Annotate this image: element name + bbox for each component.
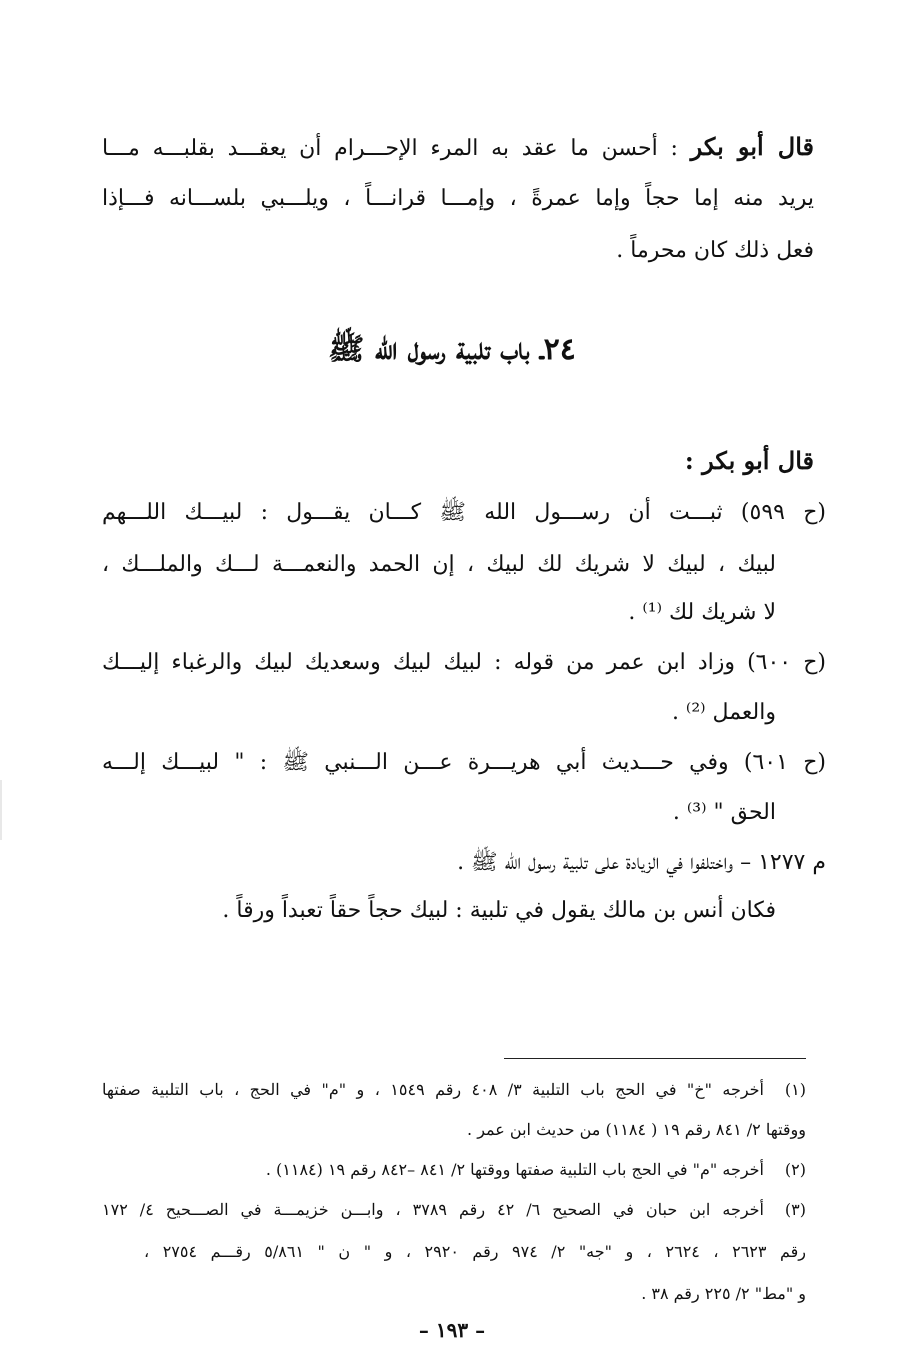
- intro-line-2: يريد منه إما حجاً وإما عمرةً ، وإمـــا قرانـــاً ، ويلـــبي بلســـانه فـــإذا: [102, 186, 814, 211]
- intro-line-1: [102, 132, 814, 164]
- footnote-3-text-1: أخرجه ابن حبان في الصحيح ٦/ ٤٢ رقم ٣٧٨٩ ، وابـــن خزيمـــة في الصـــحيح ٤/ ١٧٢: [102, 1200, 764, 1219]
- speaker-name: قال أبو بكر: [690, 132, 814, 161]
- hadith-599-line-1: (ح ٥٩٩) ثبـــت أن رســـول الله ﷺ كـــان يقـــول : لبيـــك اللـــهم: [102, 500, 827, 525]
- hadith-601-line-2: الحق " ⁽³⁾ .: [672, 800, 776, 825]
- scan-edge-mark: [0, 780, 2, 840]
- footnote-separator: [504, 1058, 806, 1059]
- footnote-3-line-3: [144, 1282, 806, 1306]
- footnote-1-text-1: أخرجه "خ" في الحج باب التلبية ٣/ ٤٠٨ رقم ١٥٤٩ ، و "م" في الحج ، باب التلبية صفتها: [102, 1080, 765, 1099]
- hadith-599-line-3: لا شريك لك ⁽¹⁾ .: [628, 600, 776, 625]
- chapter-heading: ٢٤ـ باب تلبية رسول الله ﷺ: [328, 332, 576, 367]
- section-speaker: قال أبو بكر :: [684, 446, 814, 475]
- footnote-2-text-1: أخرجه "م" في الحج باب التلبية صفتها ووقتها ٢/ ٨٤١ –٨٤٢ رقم ١٩ (١١٨٤) .: [265, 1160, 764, 1179]
- intro-text-1: : أحسن ما عقد به المرء الإحـــرام أن يعقـــد بقلبـــه مـــا: [102, 136, 678, 161]
- footnote-1-line-1: [102, 1078, 806, 1102]
- footnote-3-text-2: رقم ٢٦٢٣ ، ٢٦٢٤ ، و "جه" ٢/ ٩٧٤ رقم ٢٩٢٠ ، و " ن " ٥/٨٦١ رقـــم ٢٧٥٤ ،: [144, 1242, 807, 1261]
- hadith-601-line-1: (ح ٦٠١) وفي حـــديث أبي هريـــرة عـــن الـــنبي ﷺ : " لبيـــك إلـــه: [102, 750, 826, 775]
- footnote-3-text-3: و "مط" ٢/ ٢٢٥ رقم ٣٨ .: [641, 1284, 806, 1303]
- footnote-3-number: (٣): [784, 1200, 806, 1219]
- footnote-3-line-1: [102, 1198, 806, 1222]
- main-section: [102, 446, 827, 946]
- hadith-600-line-1: (ح ٦٠٠) وزاد ابن عمر من قوله : لبيك لبيك وسعديك لبيك والرغباء إليـــك: [102, 650, 826, 675]
- footnote-1-line-2: [144, 1118, 806, 1142]
- footnote-2-line-1: [102, 1158, 806, 1182]
- intro-paragraph: [102, 130, 814, 263]
- footnote-1-number: (١): [784, 1080, 807, 1099]
- page-number: – ١٩٣ –: [418, 1318, 486, 1342]
- footnote-1-text-2: ووقتها ٢/ ٨٤١ رقم ١٩ ( ١١٨٤) من حديث ابن عمر .: [467, 1120, 806, 1139]
- hadith-600-line-2: والعمل ⁽²⁾ .: [671, 700, 776, 725]
- masala-1277: م ١٢٧٧ – واختلفوا في الزيادة على تلبية رسول الله ﷺ .: [457, 850, 826, 875]
- anas-statement: فكان أنس بن مالك يقول في تلبية : لبيك حجاً حقاً تعبداً ورقاً .: [222, 898, 776, 923]
- footnote-3-line-2: [144, 1240, 806, 1264]
- intro-line-3: فعل ذلك كان محرماً .: [616, 238, 814, 263]
- footnote-2-number: (٢): [784, 1160, 806, 1179]
- hadith-599-line-2: لبيك ، لبيك لا شريك لك لبيك ، إن الحمد والنعمـــة لـــك والملـــك ،: [102, 552, 776, 577]
